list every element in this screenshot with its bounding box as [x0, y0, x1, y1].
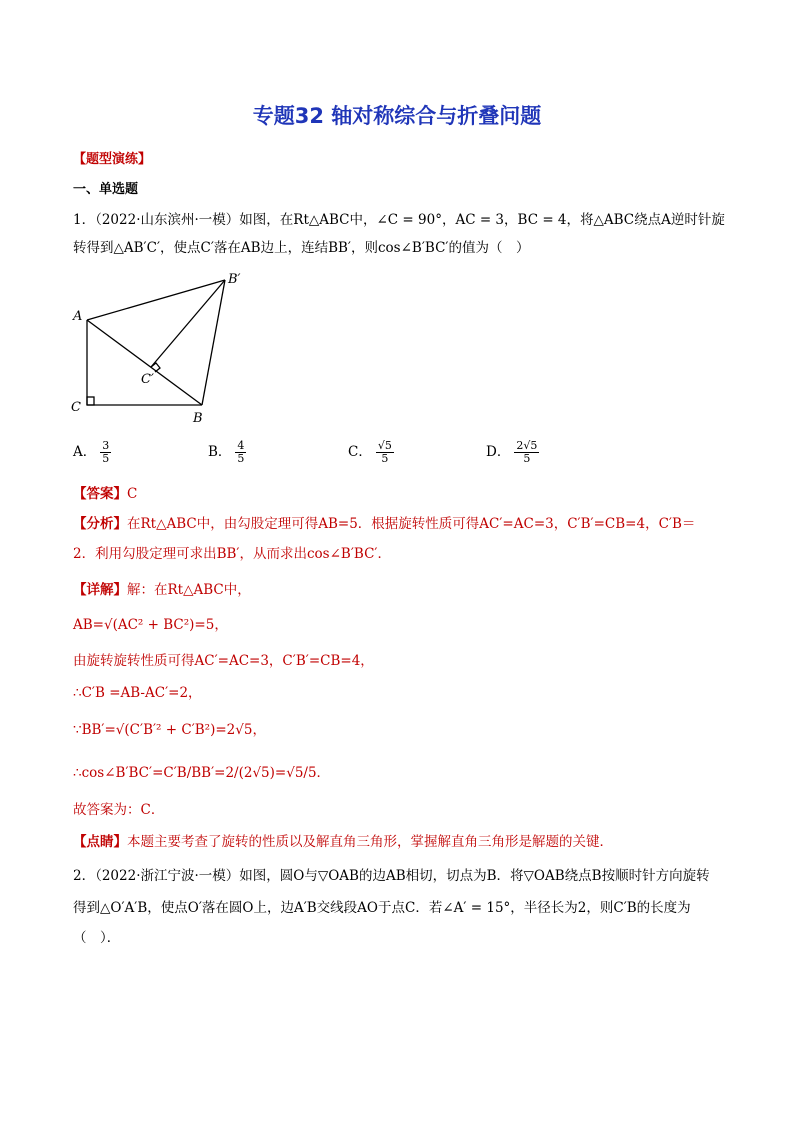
label-A: A [73, 309, 83, 324]
page-title: 专题32 轴对称综合与折叠问题 [252, 104, 542, 128]
q2-stem-line2: 得到△O′A′B，使点O′落在圆O上，边A′B交线段AO于点C．若∠A′ = 15°，半径长为2，则C′B的长度为 [73, 900, 691, 916]
section-practice: 【题型演练】 [73, 152, 152, 167]
right-angle-mark-C [87, 397, 94, 405]
segment-AB2 [87, 280, 225, 320]
option-b[interactable]: B． $\frac{4}{5}$ [208, 439, 245, 465]
detail-line2: AB=√(AC² + BC²)=5， [73, 617, 228, 633]
option-a[interactable]: A． $\frac{3}{5}$ [73, 439, 110, 465]
segment-AB [87, 320, 202, 405]
option-c[interactable]: C． $\frac{√5}{5}$ [348, 439, 392, 465]
section-single-choice: 一、单选题 [73, 182, 139, 197]
detail-line5: ∵BB′=√(C′B′² + C′B²)=2√5， [73, 722, 266, 738]
segment-B2C2 [151, 280, 225, 367]
label-C: C [71, 400, 81, 415]
answer-line: 【答案】C [73, 486, 138, 502]
analysis-line2: 2．利用勾股定理可求出BB′，从而求出cos∠B′BC′． [73, 546, 391, 562]
detail-line4: ∴C′B =AB-AC′=2， [73, 685, 202, 701]
q2-stem-line1: 2．（2022·浙江宁波·一模）如图，圆O与▽OAB的边AB相切，切点为B．将▽OAB绕点B按顺时针方向旋转 [73, 868, 710, 884]
q1-stem-line1: 1．（2022·山东滨州·一模）如图，在Rt△ABC中，∠C = 90°，AC = 3，BC = 4，将△ABC绕点A逆时针旋 [73, 212, 725, 228]
detail-line7: 故答案为：C． [73, 802, 165, 818]
analysis-line1: 【分析】在Rt△ABC中，由勾股定理可得AB=5．根据旋转性质可得AC′=AC=3，C′B′=CB=4，C′B＝ [73, 516, 696, 532]
label-B-prime: B′ [228, 272, 241, 287]
q1-stem-line2: 转得到△AB′C′，使点C′落在AB边上，连结BB′，则cos∠B′BC′的值为（ ） [73, 240, 530, 256]
segment-BB2 [202, 280, 225, 405]
detail-line3: 由旋转旋转性质可得AC′=AC=3，C′B′=CB=4， [73, 653, 374, 669]
q2-stem-line3: （ ）． [73, 930, 121, 946]
label-C-prime: C′ [141, 372, 154, 387]
q1-figure [65, 265, 265, 425]
option-d[interactable]: D． $\frac{2√5}{5}$ [486, 439, 538, 465]
comment-line: 【点睛】本题主要考查了旋转的性质以及解直角三角形，掌握解直角三角形是解题的关键． [73, 834, 613, 850]
detail-line6: ∴cos∠B′BC′=C′B/BB′=2/(2√5)=√5/5． [73, 765, 331, 781]
detail-line1: 【详解】解：在Rt△ABC中， [73, 582, 251, 598]
label-B: B [193, 411, 203, 425]
